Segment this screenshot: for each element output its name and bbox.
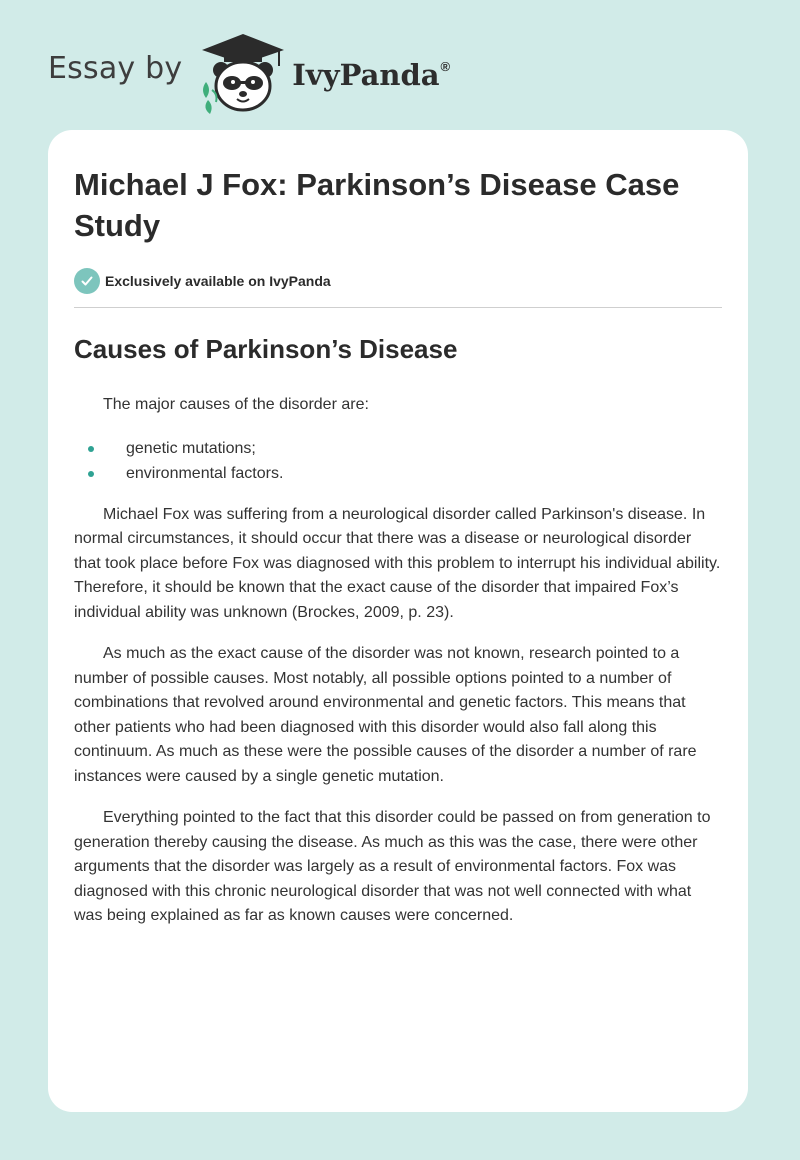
list-item: genetic mutations;: [74, 436, 722, 461]
body-paragraph: Michael Fox was suffering from a neurological disorder called Parkinson's disease. In normal circumstances, it should occur that there was a disease or neurological disorder that took place before Fox was diagnosed with this problem to interrupt his individual ability. Therefore, it should be known that the exact cause of the disorder that impaired Fox’s individual ability was unknown (Brockes, 2009, p. 23).: [74, 505, 721, 621]
panda-graduation-cap-icon[interactable]: [196, 30, 290, 116]
exclusive-badge: [74, 268, 722, 294]
article-content: [74, 164, 722, 929]
registered-mark: ®: [440, 59, 451, 74]
site-header: [48, 28, 488, 118]
intro-paragraph: The major causes of the disorder are:: [103, 396, 369, 413]
check-circle-icon: [74, 268, 100, 294]
essay-by-label: Essay by: [48, 50, 183, 86]
brand-name[interactable]: IvyPanda®: [292, 58, 451, 92]
article-card: [48, 130, 748, 1112]
article-title: Michael J Fox: Parkinson’s Disease Case Study: [74, 167, 680, 243]
bullet-dot: [88, 446, 94, 452]
divider: [74, 307, 722, 308]
bullet-dot: [88, 471, 94, 477]
body-paragraph: Everything pointed to the fact that this disorder could be passed on from generation to generation thereby causing the disease. As much as this was the case, there were other arguments that the disorder was largely as a result of environmental factors. Fox was diagnosed with this chronic neurological disorder that was not well connected with what was being explained as far as known causes were concerned.: [74, 809, 711, 924]
body-paragraph: As much as the exact cause of the disorder was not known, research pointed to a number of possible causes. Most notably, all possible options pointed to a number of combinations that revolved around environmental and genetic factors. This means that other patients who had been diagnosed with this disorder would also fall along this continuum. As much as these were the possible causes of the disorder a number of rare instances were caused by a single genetic mutation.: [74, 645, 697, 785]
list-item: environmental factors.: [74, 461, 722, 486]
causes-list: [74, 436, 722, 486]
section-heading: Causes of Parkinson’s Disease: [74, 334, 458, 364]
exclusive-label: Exclusively available on IvyPanda: [105, 273, 331, 289]
